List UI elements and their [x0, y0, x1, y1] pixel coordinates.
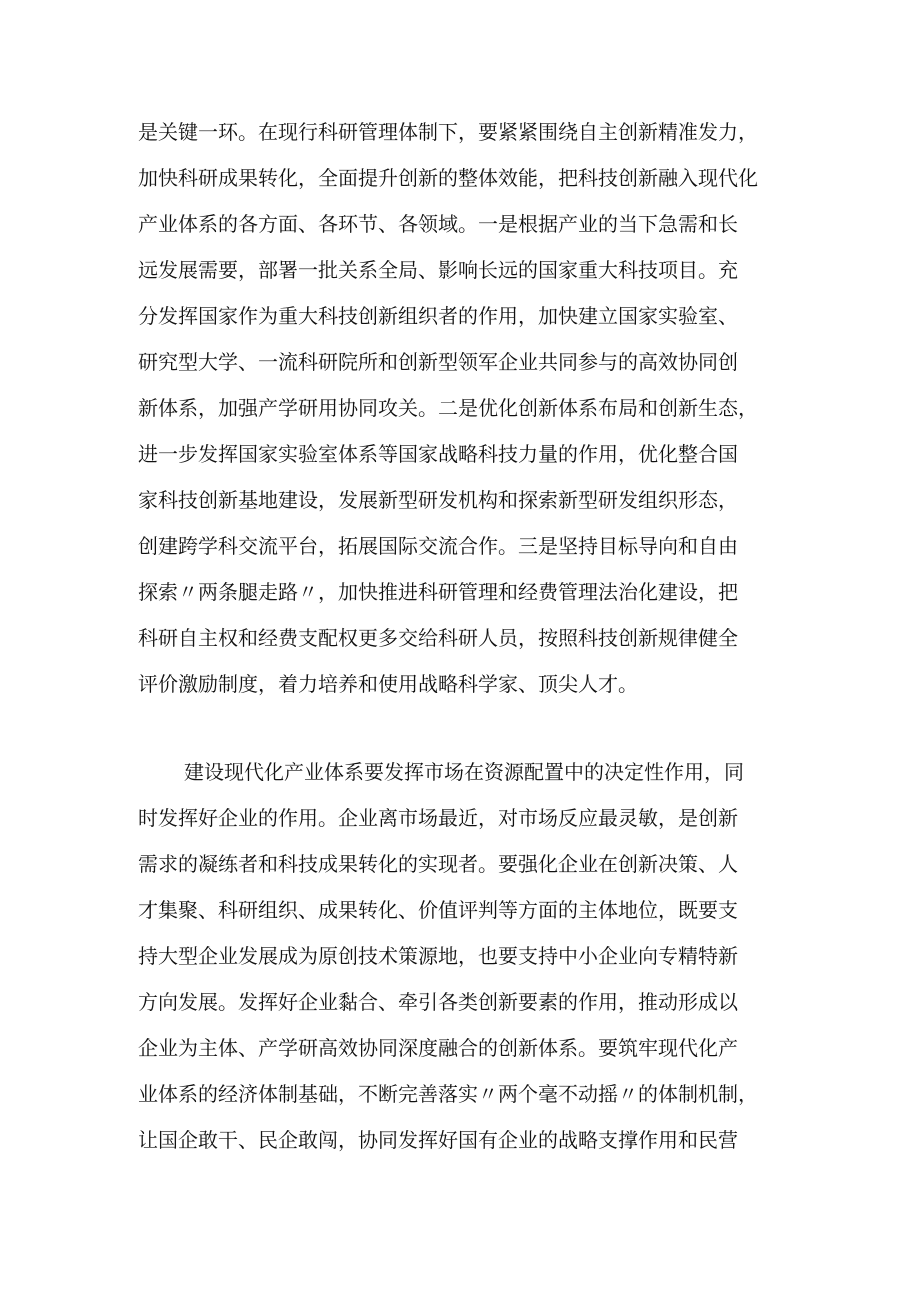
paragraph-line: 是关键一环。在现行科研管理体制下，要紧紧围绕自主创新精准发力， — [138, 120, 758, 144]
paragraph-line: 才集聚、科研组织、成果转化、价值评判等方面的主体地位，既要支 — [138, 898, 738, 922]
paragraph-line: 方向发展。发挥好企业黏合、牵引各类创新要素的作用，推动形成以 — [138, 990, 738, 1014]
paragraph-line: 进一步发挥国家实验室体系等国家战略科技力量的作用，优化整合国 — [138, 442, 738, 466]
paragraph-line: 科研自主权和经费支配权更多交给科研人员，按照科技创新规律健全 — [138, 626, 738, 650]
paragraph-line: 需求的凝练者和科技成果转化的实现者。要强化企业在创新决策、人 — [138, 852, 738, 876]
paragraph-line: 时发挥好企业的作用。企业离市场最近，对市场反应最灵敏，是创新 — [138, 806, 738, 830]
paragraph-1 — [138, 109, 788, 707]
paragraph-line: 产业体系的各方面、各环节、各领域。一是根据产业的当下急需和长 — [138, 212, 738, 236]
paragraph-line: 分发挥国家作为重大科技创新组织者的作用，加快建立国家实验室、 — [138, 304, 738, 328]
paragraph-line: 新体系，加强产学研用协同攻关。二是优化创新体系布局和创新生态， — [138, 396, 758, 420]
paragraph-line: 企业为主体、产学研高效协同深度融合的创新体系。要筑牢现代化产 — [138, 1036, 738, 1060]
paragraph-line: 评价激励制度，着力培养和使用战略科学家、顶尖人才。 — [138, 672, 638, 696]
paragraph-line: 家科技创新基地建设，发展新型研发机构和探索新型研发组织形态， — [138, 488, 738, 512]
paragraph-line: 远发展需要，部署一批关系全局、影响长远的国家重大科技项目。充 — [138, 258, 738, 282]
paragraph-line: 创建跨学科交流平台，拓展国际交流合作。三是坚持目标导向和自由 — [138, 534, 738, 558]
paragraph-line: 持大型企业发展成为原创技术策源地，也要支持中小企业向专精特新 — [138, 944, 738, 968]
paragraph-2 — [138, 749, 788, 1163]
paragraph-line: 业体系的经济体制基础，不断完善落实〃两个毫不动摇〃的体制机制， — [138, 1082, 758, 1106]
paragraph-line-indented: 建设现代化产业体系要发挥市场在资源配置中的决定性作用，同 — [184, 760, 744, 784]
paragraph-line: 让国企敢干、民企敢闯，协同发挥好国有企业的战略支撑作用和民营 — [138, 1128, 738, 1152]
paragraph-line: 加快科研成果转化，全面提升创新的整体效能，把科技创新融入现代化 — [138, 166, 758, 190]
paragraph-line: 研究型大学、一流科研院所和创新型领军企业共同参与的高效协同创 — [138, 350, 738, 374]
paragraph-line: 探索〃两条腿走路〃，加快推进科研管理和经费管理法治化建设，把 — [138, 580, 738, 604]
